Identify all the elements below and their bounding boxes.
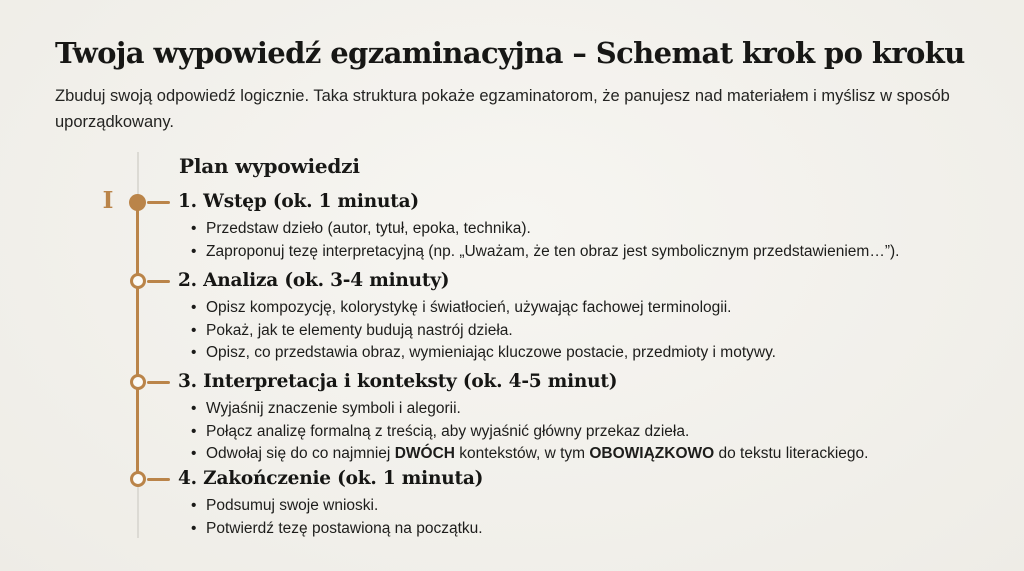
section-heading: 3. Interpretacja i konteksty (ok. 4-5 minut): [178, 371, 618, 392]
section-bullets: [178, 495, 990, 540]
bullet-text: Podsumuj swoje wnioski.: [206, 497, 379, 514]
section-heading: 1. Wstęp (ok. 1 minuta): [178, 191, 419, 212]
section-bullets: [178, 297, 990, 365]
bullet-item: [178, 342, 990, 365]
bullet-item: [178, 443, 990, 466]
timeline-node-4: [130, 471, 146, 487]
bullet-item: [178, 320, 990, 343]
bullet-item: [178, 495, 990, 518]
timeline-progress-line: [136, 202, 139, 479]
timeline-tick-1: [147, 201, 170, 204]
timeline-tick-2: [147, 280, 170, 283]
bullet-text: do tekstu literackiego.: [714, 445, 869, 462]
section-heading: 2. Analiza (ok. 3-4 minuty): [178, 270, 450, 291]
bullet-text: Wyjaśnij znaczenie symboli i alegorii.: [206, 400, 461, 417]
timeline-section-4: [178, 467, 990, 540]
bullet-text: Opisz kompozycję, kolorystykę i światłocień, używając fachowej terminologii.: [206, 299, 732, 316]
bullet-text: Pokaż, jak te elementy budują nastrój dzieła.: [206, 321, 513, 339]
section-heading: 4. Zakończenie (ok. 1 minuta): [178, 468, 484, 489]
timeline-section-3: [178, 370, 990, 466]
bullet-text: Połącz analizę formalną z treścią, aby wyjaśnić główny przekaz dzieła.: [206, 422, 690, 440]
bullet-text: Zaproponuj tezę interpretacyjną (np. „Uważam, że ten obraz jest symbolicznym przedstawieniem…”).: [206, 242, 900, 260]
timeline-title: Plan wypowiedzi: [179, 154, 360, 178]
timeline-tick-3: [147, 381, 170, 384]
bullet-text-bold: OBOWIĄZKOWO: [589, 445, 715, 462]
timeline-node-1: [129, 194, 146, 211]
timeline-node-2: [130, 273, 146, 289]
section-bullets: [178, 398, 990, 466]
timeline-step-marker: I: [102, 187, 114, 214]
timeline-tick-4: [147, 478, 170, 481]
timeline-node-3: [130, 374, 146, 390]
bullet-item: [178, 218, 990, 241]
bullet-text: Przedstaw dzieło (autor, tytuł, epoka, technika).: [206, 220, 531, 237]
bullet-text: kontekstów, w tym: [454, 445, 590, 462]
bullet-item: [178, 518, 990, 541]
bullet-item: [178, 241, 990, 264]
bullet-text: Potwierdź tezę postawioną na początku.: [206, 519, 483, 537]
section-bullets: [178, 218, 990, 263]
slide-title: Twoja wypowiedź egzaminacyjna – Schemat krok po kroku: [55, 36, 965, 70]
timeline-section-1: [178, 190, 990, 263]
timeline-section-2: [178, 269, 990, 365]
bullet-text: Opisz, co przedstawia obraz, wymieniając kluczowe postacie, przedmioty i motywy.: [206, 344, 776, 361]
bullet-text-bold: DWÓCH: [394, 445, 455, 462]
bullet-item: [178, 398, 990, 421]
bullet-text: Odwołaj się do co najmniej: [206, 445, 395, 462]
bullet-item: [178, 421, 990, 444]
bullet-item: [178, 297, 990, 320]
slide-subtitle: Zbuduj swoją odpowiedź logicznie. Taka struktura pokaże egzaminatorom, że panujesz nad materiałem i myślisz w sposób uporządkowany.: [55, 87, 950, 131]
